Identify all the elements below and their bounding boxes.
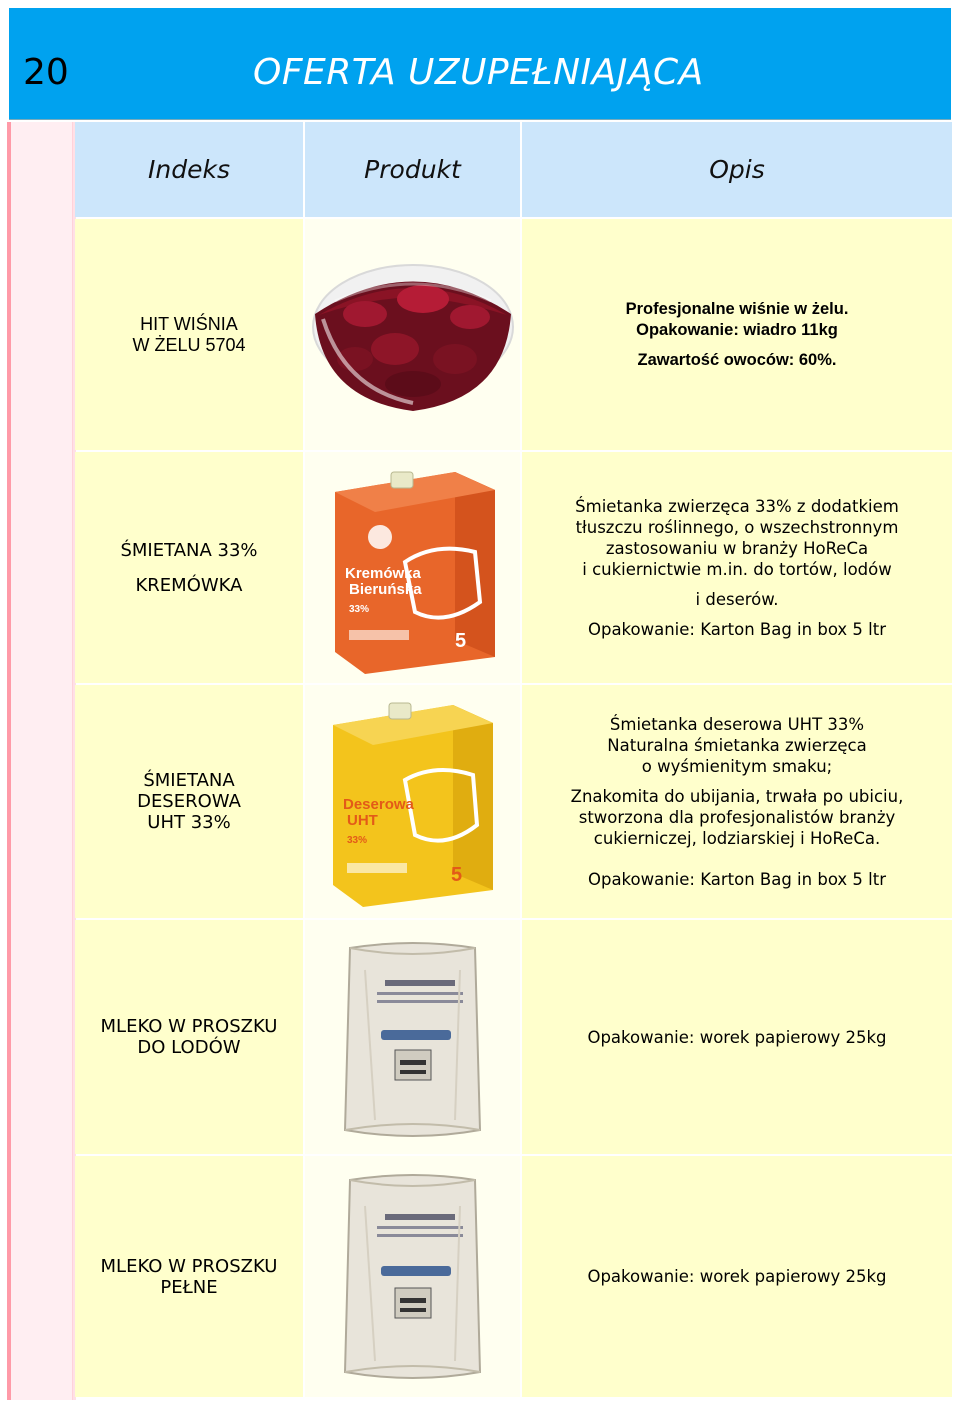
column-header-index: Indeks (75, 122, 303, 217)
paper-sack-icon (305, 920, 520, 1154)
cream-box-icon (305, 685, 520, 918)
box-label: Kremówka (345, 565, 421, 582)
product-index-line: DESEROWA (137, 791, 241, 812)
product-index (75, 1156, 303, 1397)
description-line: Śmietanka deserowa UHT 33% (609, 714, 865, 734)
box-label: Bieruńska (349, 581, 422, 598)
table-row (75, 920, 952, 1154)
description-line: Znakomita do ubijania, trwała po ubiciu, (570, 786, 904, 806)
product-index-line: MLEKO W PROSZKU (100, 1016, 278, 1037)
product-index-line: KREMÓWKA (135, 574, 243, 596)
description-line: Opakowanie: wiadro 11kg (636, 320, 838, 339)
table-row (75, 685, 952, 918)
box-label: 5 (451, 864, 463, 886)
product-image-cream-box (305, 685, 520, 918)
product-index-line: HIT WIŚNIA (140, 313, 238, 334)
table-row (75, 1156, 952, 1397)
product-index-line: ŚMIETANA (143, 770, 235, 791)
product-description (522, 685, 952, 918)
description-line: Opakowanie: worek papierowy 25kg (587, 1267, 887, 1286)
product-image-sack (305, 1156, 520, 1397)
table-row (75, 452, 952, 683)
table-row (75, 219, 952, 450)
description-line: tłuszczu roślinnego, o wszechstronnym (575, 517, 899, 537)
page-header (9, 8, 951, 120)
left-margin-bar (7, 122, 73, 1400)
box-label: UHT (347, 812, 378, 829)
description-line: o wyśmienitym smaku; (641, 756, 833, 776)
product-description (522, 920, 952, 1154)
cherries-bowl-icon (305, 219, 520, 450)
product-index-line: MLEKO W PROSZKU (100, 1255, 278, 1277)
column-header-description: Opis (522, 122, 952, 217)
description-line: Zawartość owoców: 60%. (637, 350, 837, 369)
product-index (75, 685, 303, 918)
product-description (522, 1156, 952, 1397)
product-index-line: W ŻELU 5704 (132, 334, 246, 355)
product-description (522, 219, 952, 450)
description-line: zastosowaniu w branży HoReCa (605, 538, 869, 558)
page-number: 20 (23, 52, 69, 93)
product-image-cream-box (305, 452, 520, 683)
description-line: Opakowanie: Karton Bag in box 5 ltr (587, 869, 886, 889)
product-index (75, 452, 303, 683)
product-index (75, 219, 303, 450)
product-index-line: DO LODÓW (137, 1037, 241, 1058)
cream-box-icon (305, 452, 520, 683)
description-line: Naturalna śmietanka zwierzęca (607, 735, 867, 755)
paper-sack-icon (305, 1156, 520, 1397)
product-image-cherries (305, 219, 520, 450)
box-label: 33% (347, 835, 368, 846)
description-line: Profesjonalne wiśnie w żelu. (625, 299, 849, 318)
description-line: Opakowanie: Karton Bag in box 5 ltr (587, 619, 886, 639)
product-image-sack (305, 920, 520, 1154)
product-description (522, 452, 952, 683)
description-line: cukierniczej, lodziarskiej i HoReCa. (593, 828, 881, 848)
product-index (75, 920, 303, 1154)
page-title: OFERTA UZUPEŁNIAJĄCA (253, 52, 704, 93)
column-header-product: Produkt (305, 122, 520, 217)
description-line: stworzona dla profesjonalistów branży (578, 807, 896, 827)
product-index-line: PEŁNE (160, 1276, 218, 1298)
box-label: Deserowa (343, 796, 414, 813)
box-label: 33% (349, 604, 370, 615)
description-line: i cukiernictwie m.in. do tortów, lodów (582, 559, 892, 579)
description-line: Śmietanka zwierzęca 33% z dodatkiem (575, 496, 899, 516)
description-line: Opakowanie: worek papierowy 25kg (587, 1027, 887, 1047)
box-label: 5 (455, 630, 467, 652)
product-index-line: UHT 33% (147, 812, 231, 833)
description-line: i deserów. (695, 589, 779, 609)
product-index-line: ŚMIETANA 33% (120, 539, 258, 561)
